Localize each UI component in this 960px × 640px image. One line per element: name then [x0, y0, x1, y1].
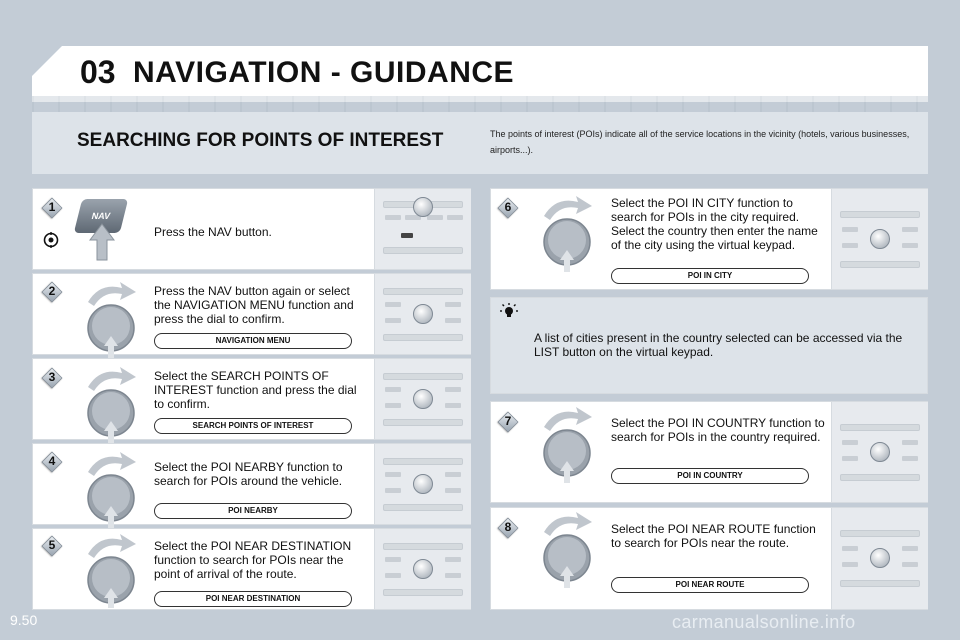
step-6-number: 6: [498, 198, 518, 218]
rotate-dial-icon: [536, 405, 598, 485]
step-3-text: Select the SEARCH POINTS OF INTEREST function and press the dial to confirm.: [154, 369, 357, 411]
menu-label-search-poi: SEARCH POINTS OF INTEREST: [154, 418, 352, 434]
step-5-text: Select the POI NEAR DESTINATION function to search for POIs near the point of arrival of the route.: [154, 539, 352, 581]
page-number: 9.50: [10, 612, 38, 628]
step-6-text: Select the POI IN CITY function to search for POIs in the city required. Select the country then enter the name of the city using the virtual keypad.: [611, 196, 818, 252]
radio-panel-image: [831, 402, 928, 502]
nav-key-image: NAV: [74, 199, 128, 233]
menu-label-poi-near-route: POI NEAR ROUTE: [611, 577, 809, 593]
decorative-band: [32, 96, 928, 112]
press-arrow-icon: [88, 222, 118, 262]
menu-label-poi-in-city: POI IN CITY: [611, 268, 809, 284]
tip-text: A list of cities present in the country selected can be accessed via the LIST button on the virtual keypad.: [534, 331, 903, 359]
radio-panel-image: [831, 508, 928, 609]
menu-label-poi-near-destination: POI NEAR DESTINATION: [154, 591, 352, 607]
rotate-dial-icon: [80, 450, 142, 530]
rotate-dial-icon: [536, 510, 598, 590]
section-title: SEARCHING FOR POINTS OF INTEREST: [77, 130, 444, 151]
step-4-text: Select the POI NEARBY function to search for POIs around the vehicle.: [154, 460, 343, 488]
lightbulb-icon: [500, 303, 518, 321]
radio-panel-image: [374, 444, 471, 524]
watermark: carmanualsonline.info: [672, 612, 856, 632]
menu-label-navigation-menu: NAVIGATION MENU: [154, 333, 352, 349]
rotate-dial-icon: [80, 532, 142, 612]
step-2-number: 2: [42, 282, 62, 302]
chapter-number: 03: [80, 54, 116, 90]
radio-panel-image: [374, 274, 471, 354]
intro-description: The points of interest (POIs) indicate all of the service locations in the vicinity (hotels, various businesses, airports...).: [490, 129, 910, 155]
step-3-number: 3: [42, 368, 62, 388]
rotate-dial-icon: [80, 365, 142, 445]
step-8-number: 8: [498, 518, 518, 538]
menu-label-poi-nearby: POI NEARBY: [154, 503, 352, 519]
page-title: NAVIGATION - GUIDANCE: [133, 56, 515, 89]
rotate-dial-icon: [80, 280, 142, 360]
target-icon: [43, 232, 59, 248]
step-7-number: 7: [498, 412, 518, 432]
radio-panel-image: [374, 529, 471, 609]
step-8-text: Select the POI NEAR ROUTE function to search for POIs near the route.: [611, 522, 816, 550]
step-4-number: 4: [42, 452, 62, 472]
step-1-number: 1: [42, 198, 62, 218]
step-5-number: 5: [42, 536, 62, 556]
step-2-text: Press the NAV button again or select the NAVIGATION MENU function and press the dial to confirm.: [154, 284, 354, 326]
radio-panel-image: [374, 359, 471, 439]
menu-label-poi-in-country: POI IN COUNTRY: [611, 468, 809, 484]
radio-panel-image: [374, 189, 471, 269]
radio-panel-image: [831, 189, 928, 289]
step-1-text: Press the NAV button.: [154, 225, 272, 239]
step-7-text: Select the POI IN COUNTRY function to search for POIs in the country required.: [611, 416, 825, 444]
rotate-dial-icon: [536, 194, 598, 274]
